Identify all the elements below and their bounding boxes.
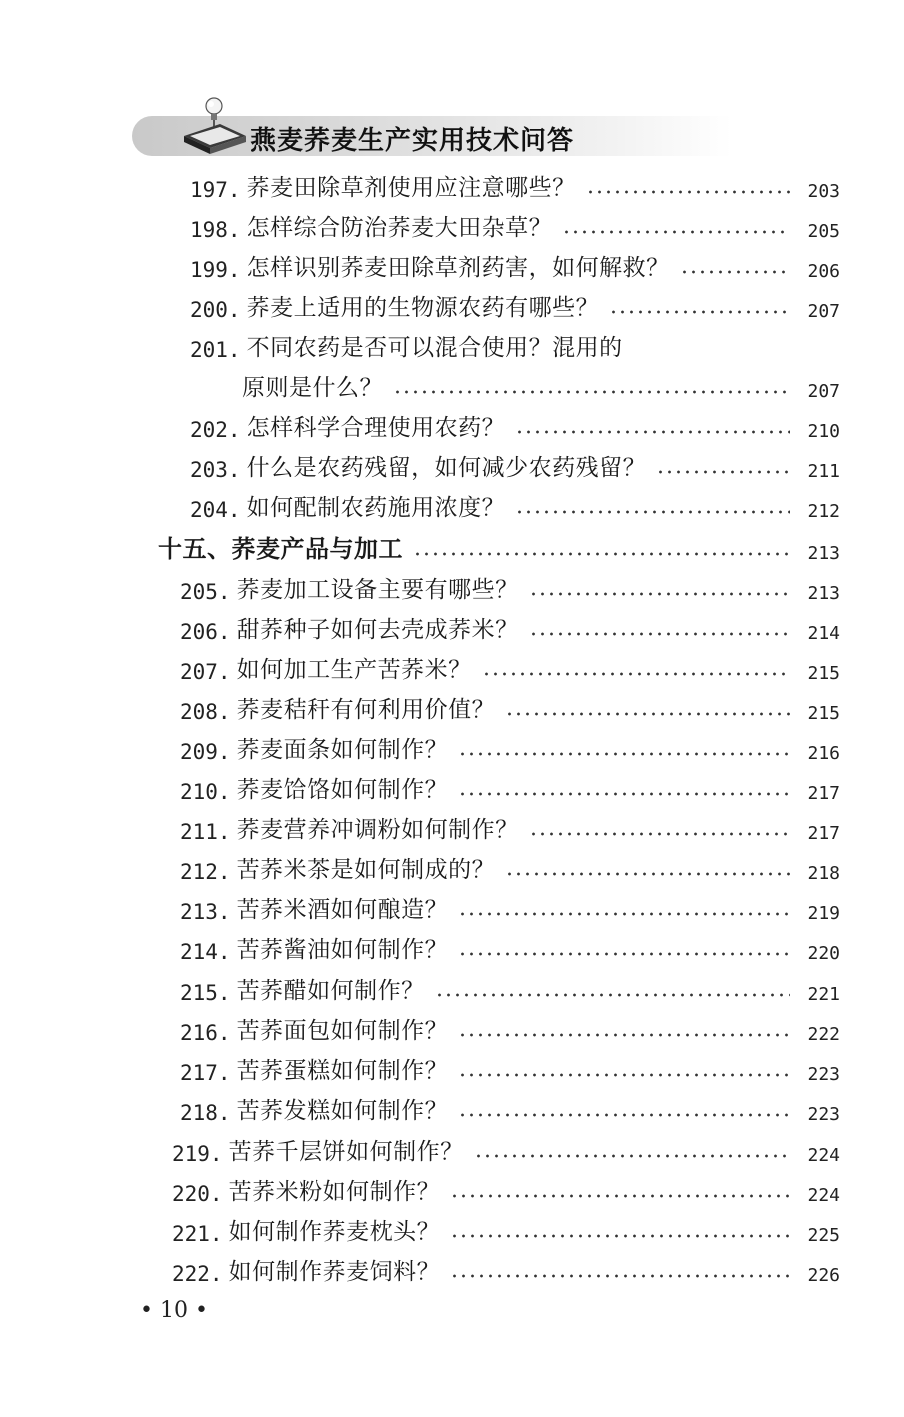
toc-entry[interactable]	[180, 930, 840, 964]
leader-dots	[529, 632, 790, 636]
page-number: • 10 •	[140, 1298, 208, 1323]
entry-title: 什么是农药残留，如何减少农药残留？	[246, 455, 647, 481]
entry-title: 荞麦营养冲调粉如何制作？	[236, 817, 519, 843]
leader-dots	[393, 390, 790, 394]
entry-page: 222	[807, 1024, 840, 1045]
leader-dots	[458, 952, 790, 956]
toc-entry[interactable]	[172, 1212, 840, 1246]
entry-number: 213.	[180, 900, 231, 924]
entry-title: 如何制作荞麦饲料？	[228, 1259, 441, 1285]
leader-dots	[505, 712, 790, 716]
entry-page: 217	[807, 783, 840, 804]
entry-page: 210	[807, 421, 840, 442]
leader-dots	[458, 1033, 790, 1037]
toc-entry[interactable]	[190, 488, 840, 522]
entry-page: 203	[807, 181, 840, 202]
leader-dots	[609, 310, 790, 314]
toc-entry[interactable]	[180, 1011, 840, 1045]
entry-title: 苦荞蛋糕如何制作？	[236, 1058, 449, 1084]
toc-entry[interactable]	[180, 650, 840, 684]
entry-title: 荞麦上适用的生物源农药有哪些？	[246, 295, 600, 321]
entry-number: 210.	[180, 780, 231, 804]
entry-page: 221	[807, 984, 840, 1005]
entry-title: 苦荞醋如何制作？	[236, 978, 425, 1004]
entry-title: 荞麦面条如何制作？	[236, 737, 449, 763]
entry-page: 217	[807, 823, 840, 844]
leader-dots	[458, 752, 790, 756]
leader-dots	[458, 912, 790, 916]
entry-page: 214	[807, 623, 840, 644]
entry-title: 怎样科学合理使用农药？	[246, 415, 506, 441]
entry-number: 219.	[172, 1142, 223, 1166]
entry-page: 226	[807, 1265, 840, 1286]
entry-number: 212.	[180, 860, 231, 884]
entry-page: 211	[807, 461, 840, 482]
entry-number: 209.	[180, 740, 231, 764]
entry-page: 224	[807, 1145, 840, 1166]
leader-dots	[505, 872, 790, 876]
toc-entry[interactable]	[180, 730, 840, 764]
entry-title: 荞麦加工设备主要有哪些？	[236, 577, 519, 603]
entry-title: 苦荞米粉如何制作？	[228, 1179, 441, 1205]
toc-entry[interactable]	[190, 168, 840, 202]
entry-title: 如何制作荞麦枕头？	[228, 1219, 441, 1245]
leader-dots	[435, 993, 790, 997]
toc-entry[interactable]	[190, 448, 840, 482]
entry-title: 荞麦秸秆有何利用价值？	[236, 697, 496, 723]
leader-dots	[562, 230, 790, 234]
leader-dots	[586, 190, 790, 194]
entry-page: 218	[807, 863, 840, 884]
leader-dots	[450, 1234, 790, 1238]
entry-number: 211.	[180, 820, 231, 844]
entry-title: 苦荞酱油如何制作？	[236, 937, 449, 963]
entry-title: 苦荞米茶是如何制成的？	[236, 857, 496, 883]
entry-title: 荞麦田除草剂使用应注意哪些？	[246, 175, 576, 201]
entry-title: 苦荞面包如何制作？	[236, 1018, 449, 1044]
leader-dots	[529, 592, 790, 596]
entry-number: 204.	[190, 498, 241, 522]
toc-entry-continuation[interactable]	[242, 368, 840, 402]
toc-entry[interactable]	[190, 208, 840, 242]
entry-page: 215	[807, 663, 840, 684]
entry-title: 如何加工生产苦荞米？	[236, 657, 472, 683]
entry-page: 220	[807, 943, 840, 964]
entry-number: 222.	[172, 1262, 223, 1286]
entry-page: 207	[807, 381, 840, 402]
leader-dots	[482, 672, 790, 676]
toc-entry[interactable]	[180, 570, 840, 604]
entry-number: 199.	[190, 258, 241, 282]
entry-number: 208.	[180, 700, 231, 724]
entry-page: 223	[807, 1104, 840, 1125]
entry-number: 217.	[180, 1061, 231, 1085]
leader-dots	[515, 510, 790, 514]
leader-dots	[515, 430, 790, 434]
entry-page: 215	[807, 703, 840, 724]
toc-entry[interactable]	[172, 1252, 840, 1286]
entry-number: 215.	[180, 981, 231, 1005]
toc-entry[interactable]	[180, 810, 840, 844]
header-title: 燕麦荞麦生产实用技术问答	[250, 126, 575, 156]
toc-entry[interactable]	[172, 1132, 840, 1166]
leader-dots	[529, 832, 790, 836]
entry-number: 200.	[190, 298, 241, 322]
toc-entry[interactable]	[180, 971, 840, 1005]
toc-entry[interactable]	[180, 850, 840, 884]
entry-number: 201.	[190, 338, 241, 362]
toc-entry[interactable]	[190, 408, 840, 442]
toc-entry[interactable]	[190, 328, 840, 362]
entry-page: 216	[807, 743, 840, 764]
entry-title: 不同农药是否可以混合使用？混用的	[246, 335, 623, 361]
entry-number: 221.	[172, 1222, 223, 1246]
entry-number: 218.	[180, 1101, 231, 1125]
entry-page: 219	[807, 903, 840, 924]
toc-entry[interactable]	[180, 690, 840, 724]
entry-number: 206.	[180, 620, 231, 644]
entry-title: 荞麦饸饹如何制作？	[236, 777, 449, 803]
entry-number: 203.	[190, 458, 241, 482]
toc-section-heading[interactable]	[158, 530, 840, 564]
toc-entry[interactable]	[190, 288, 840, 322]
toc-entry[interactable]	[190, 248, 840, 282]
toc-entry[interactable]	[180, 770, 840, 804]
entry-title: 怎样识别荞麦田除草剂药害，如何解救？	[246, 255, 670, 281]
toc-entry[interactable]	[172, 1172, 840, 1206]
entry-number: 207.	[180, 660, 231, 684]
toc-entry[interactable]	[180, 1091, 840, 1125]
entry-title: 如何配制农药施用浓度？	[246, 495, 506, 521]
entry-page: 213	[807, 583, 840, 604]
entry-title: 苦荞米酒如何酿造？	[236, 897, 449, 923]
entry-number: 202.	[190, 418, 241, 442]
entry-page: 213	[807, 543, 840, 564]
entry-number: 220.	[172, 1182, 223, 1206]
entry-title: 苦荞发糕如何制作？	[236, 1098, 449, 1124]
leader-dots	[458, 1073, 790, 1077]
leader-dots	[680, 270, 790, 274]
leader-dots	[458, 1113, 790, 1117]
entry-title: 苦荞千层饼如何制作？	[228, 1139, 464, 1165]
entry-number: 205.	[180, 580, 231, 604]
entry-number: 198.	[190, 218, 241, 242]
entry-title: 怎样综合防治荞麦大田杂草？	[246, 215, 553, 241]
entry-number: 216.	[180, 1021, 231, 1045]
entry-number: 197.	[190, 178, 241, 202]
entry-number: 214.	[180, 940, 231, 964]
entry-title: 甜荞种子如何去壳成荞米？	[236, 617, 519, 643]
leader-dots	[474, 1154, 790, 1158]
entry-page: 223	[807, 1064, 840, 1085]
leader-dots	[450, 1274, 790, 1278]
entry-page: 206	[807, 261, 840, 282]
entry-page: 225	[807, 1225, 840, 1246]
leader-dots	[413, 552, 790, 556]
entry-page: 207	[807, 301, 840, 322]
leader-dots	[450, 1194, 790, 1198]
toc-entry[interactable]	[180, 890, 840, 924]
leader-dots	[656, 470, 790, 474]
entry-page: 212	[807, 501, 840, 522]
toc-entry[interactable]	[180, 610, 840, 644]
entry-page: 205	[807, 221, 840, 242]
entry-page: 224	[807, 1185, 840, 1206]
toc-entry[interactable]	[180, 1051, 840, 1085]
section-title: 十五、荞麦产品与加工	[158, 535, 403, 563]
entry-title-continued: 原则是什么？	[242, 375, 383, 401]
leader-dots	[458, 792, 790, 796]
